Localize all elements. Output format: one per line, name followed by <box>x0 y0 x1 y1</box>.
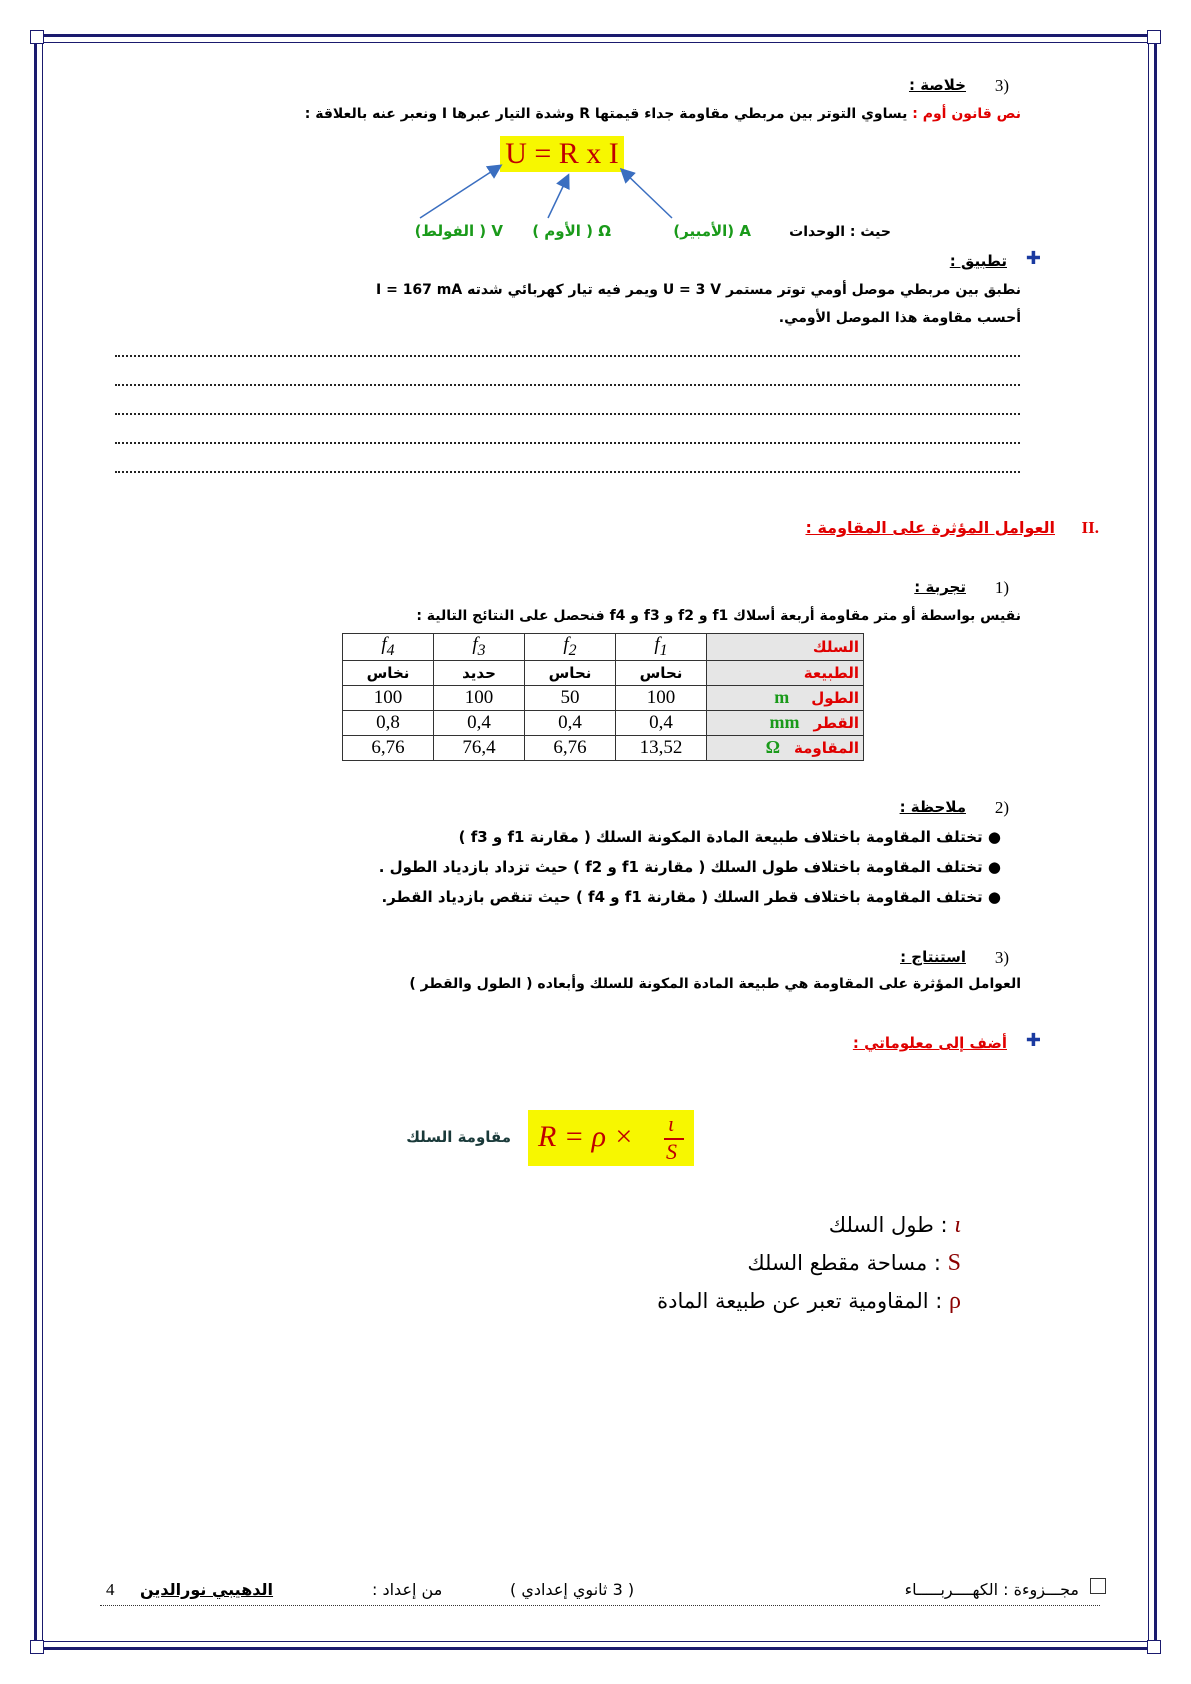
pin-icon: ✚ <box>1025 248 1041 269</box>
row-header-length-label: الطول <box>811 689 859 708</box>
resistance-cell: 6,76 <box>343 735 434 760</box>
length-cell: 50 <box>525 685 616 710</box>
answer-line[interactable] <box>115 413 1020 415</box>
resistivity-formula <box>528 1110 694 1166</box>
diameter-cell: 0,4 <box>525 710 616 735</box>
arrow-to-r <box>548 176 568 218</box>
answer-line[interactable] <box>115 355 1020 357</box>
formula-left: R = ρ × <box>538 1120 634 1153</box>
def-resistivity-text: : المقاومية تعبر عن طبيعة المادة <box>657 1289 943 1313</box>
footer-level: ( 3 ثانوي إعدادي ) <box>510 1580 635 1599</box>
remark-number: 2) <box>994 798 1009 817</box>
table-row <box>343 710 864 735</box>
remark-text-1: تختلف المقاومة باختلاف طبيعة المادة المكونة السلك ( مقارنة f1 و f3 ) <box>458 828 983 846</box>
formula-denominator: S <box>666 1139 677 1164</box>
table-row <box>343 634 864 661</box>
row-header-resistance <box>707 735 864 760</box>
addinfo-title: أضف إلى معلوماتي : <box>852 1034 1007 1052</box>
row-header-nature: الطبيعة <box>707 660 864 685</box>
application-line1: نطبق بين مربطي موصل أومي توتر مستمر U = 3 V ويمر فيه تيار كهربائي شدته I = 167 mA <box>376 282 1021 298</box>
conclusion-text: العوامل المؤثرة على المقاومة هي طبيعة المادة المكونة للسلك وأبعاده ( الطول والقطر ) <box>409 976 1021 992</box>
def-length-text: : طول السلك <box>828 1213 948 1237</box>
table-row <box>343 735 864 760</box>
def-length <box>829 1212 961 1239</box>
wire-resistance-label: مقاومة السلك <box>406 1128 511 1146</box>
diameter-cell: 0,8 <box>343 710 434 735</box>
units-label: حيث : الوحدات <box>789 224 891 240</box>
footer-module: مجـــزوءة : الكهــــربـــــاء <box>904 1580 1079 1599</box>
answer-line[interactable] <box>115 471 1020 473</box>
diameter-cell: 0,4 <box>616 710 707 735</box>
table-row <box>343 660 864 685</box>
section2-title: العوامل المؤثرة على المقاومة : <box>805 518 1055 537</box>
summary-number: 3) <box>994 76 1009 95</box>
remark-title: ملاحظة : <box>899 798 966 816</box>
answer-line[interactable] <box>115 384 1020 386</box>
summary-title: خلاصة : <box>908 76 966 94</box>
nature-cell: نخاس <box>343 660 434 685</box>
wire-f3: $f_3$ <box>434 634 525 661</box>
diameter-cell: 0,4 <box>434 710 525 735</box>
remark-bullet-2: ● تختلف المقاومة باختلاف طول السلك ( مقارنة f1 و f2 ) حيث تزداد بازدياد الطول . <box>378 858 1001 876</box>
nature-cell: حديد <box>434 660 525 685</box>
def-area <box>747 1250 961 1277</box>
unit-ohm: Ω ( الأوم ) <box>532 222 611 240</box>
nature-cell: نحاس <box>616 660 707 685</box>
arrow-to-i <box>622 170 672 218</box>
wire-sub: 4 <box>386 641 395 659</box>
page-number: 4 <box>106 1580 115 1599</box>
resistance-cell: 13,52 <box>616 735 707 760</box>
wire-f1: $f_1$ <box>616 634 707 661</box>
unit-ohm-symbol: Ω <box>765 737 781 758</box>
remark-text-3: تختلف المقاومة باختلاف قطر السلك ( مقارنة f1 و f4 ) حيث تنقص بازدياد القطر. <box>381 888 983 906</box>
answer-line[interactable] <box>115 442 1020 444</box>
row-header-length <box>707 685 864 710</box>
row-header-resistance-label: المقاومة <box>794 739 859 758</box>
ohm-law-label: نص قانون أوم : <box>912 106 1021 122</box>
wire-sub: 3 <box>477 641 486 659</box>
frame-corner <box>30 1640 44 1654</box>
length-cell: 100 <box>343 685 434 710</box>
footer-author: الدهيبي نورالدين <box>140 1580 274 1599</box>
def-area-symbol: S <box>947 1250 961 1276</box>
def-area-text: : مساحة مقطع السلك <box>747 1251 941 1275</box>
experiment-text: نقيس بواسطة أو متر مقاومة أربعة أسلاك f1 و f2 و f3 و f4 فنحصل على النتائج التالية : <box>416 608 1021 624</box>
footer-rule <box>100 1605 1100 1606</box>
unit-arrows <box>0 0 1191 260</box>
wire-sub: 1 <box>659 641 668 659</box>
row-header-diameter <box>707 710 864 735</box>
def-resistivity <box>657 1288 961 1315</box>
section2-numeral: II. <box>1081 518 1099 537</box>
application-title: تطبيق : <box>949 252 1007 270</box>
wire-sub: 2 <box>568 641 577 659</box>
table-row <box>343 685 864 710</box>
resistance-cell: 76,4 <box>434 735 525 760</box>
checkbox-icon <box>1090 1578 1106 1594</box>
length-cell: 100 <box>434 685 525 710</box>
unit-millimeter: mm <box>769 712 800 733</box>
nature-cell: نحاس <box>525 660 616 685</box>
footer-by: من إعداد : <box>372 1580 443 1599</box>
conclusion-title: استنتاج : <box>900 948 966 966</box>
length-cell: 100 <box>616 685 707 710</box>
unit-ampere: A (الأمبير) <box>673 222 751 240</box>
remark-text-2: تختلف المقاومة باختلاف طول السلك ( مقارنة f1 و f2 ) حيث تزداد بازدياد الطول . <box>378 858 983 876</box>
application-line2: أحسب مقاومة هذا الموصل الأومي. <box>778 310 1021 326</box>
ohm-law-text: يساوي التوتر بين مربطي مقاومة جداء قيمتها R وشدة التيار عبرها I ونعبر عنه بالعلاقة : <box>304 106 908 122</box>
def-length-symbol: ι <box>954 1212 961 1238</box>
wire-f2: $f_2$ <box>525 634 616 661</box>
frame-corner <box>1147 1640 1161 1654</box>
ohm-law-formula: U = R x I <box>500 136 624 172</box>
def-resistivity-symbol: ρ <box>949 1288 961 1314</box>
unit-meter: m <box>774 687 790 708</box>
row-header-diameter-label: القطر <box>813 714 859 733</box>
remark-bullet-3: ● تختلف المقاومة باختلاف قطر السلك ( مقارنة f1 و f4 ) حيث تنقص بازدياد القطر. <box>381 888 1001 906</box>
resistance-cell: 6,76 <box>525 735 616 760</box>
formula-numerator: ι <box>668 1111 675 1136</box>
row-header-wire: السلك <box>707 634 864 661</box>
experiment-title: تجربة : <box>914 578 966 596</box>
results-table <box>342 633 864 761</box>
wire-f4: $f_4$ <box>343 634 434 661</box>
remark-bullet-1: ● تختلف المقاومة باختلاف طبيعة المادة المكونة السلك ( مقارنة f1 و f3 ) <box>458 828 1001 846</box>
conclusion-number: 3) <box>994 948 1009 967</box>
arrow-to-u <box>420 166 500 218</box>
unit-volt: V ( الفولط) <box>414 222 503 240</box>
pin-icon: ✚ <box>1025 1030 1041 1051</box>
experiment-number: 1) <box>994 578 1009 597</box>
